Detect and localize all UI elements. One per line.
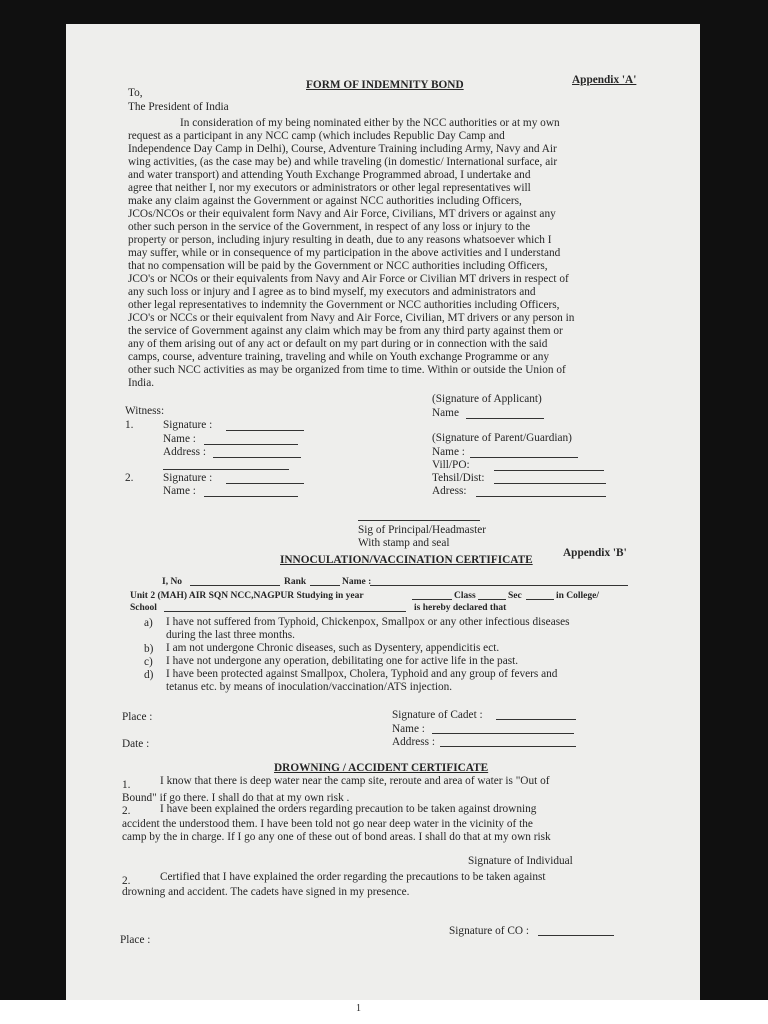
tehsil-field (494, 483, 606, 484)
body-line: property or person, including injury resulting in death, due to any reasons whatsoever which I (128, 234, 552, 246)
body-line: may suffer, while or in consequence of my participation in the above activities and I understand (128, 247, 561, 259)
cadet-address-label: Address : (392, 736, 435, 748)
drowning-place-label: Place : (120, 934, 151, 946)
sec-field (526, 599, 554, 600)
drowning-p3-text: Certified that I have explained the order regarding the precautions to be taken against (160, 871, 546, 883)
witness-label: Witness: (125, 405, 165, 417)
body-line: other such NCC activities as may be organized from time to time. Within or outside the Union of (128, 364, 566, 376)
item-a-text: I have not suffered from Typhoid, Chickenpox, Smallpox or any other infectious diseases (166, 616, 570, 628)
applicant-name-label: Name (432, 407, 459, 419)
declared-label: is hereby declared that (414, 603, 507, 613)
item-d-text: I have been protected against Smallpox, Cholera, Typhoid and any group of fevers and (166, 668, 558, 680)
document-page (66, 24, 700, 1000)
item-a-label: a) (144, 617, 153, 629)
drowning-p2-text-2: accident the understood them. I have been told not go near deep water in the vicinity of the (122, 818, 533, 830)
item-c-label: c) (144, 656, 153, 668)
i-no-label: I, No (162, 577, 183, 587)
appendix-b-label: Appendix 'B' (563, 547, 627, 559)
witness-1-signature-field (226, 430, 304, 431)
vaccination-title: INNOCULATION/VACCINATION CERTIFICATE (280, 554, 533, 566)
item-c-text: I have not undergone any operation, debilitating one for active life in the past. (166, 655, 519, 667)
drowning-p3-number: 2. (122, 875, 131, 887)
addressee: The President of India (128, 101, 229, 113)
cadet-address-field (440, 746, 576, 747)
page-number: 1 (356, 1003, 361, 1014)
drowning-p2-text: I have been explained the orders regarding precaution to be taken against drowning (160, 803, 537, 815)
witness-1-address-field-2 (163, 469, 289, 470)
adress-label: Adress: (432, 485, 467, 497)
witness-1-number: 1. (125, 419, 134, 431)
body-line: JCOs/NCOs or their equivalent form Navy and Air Force, Civilians, MT drivers or against any (128, 208, 556, 220)
drowning-p1-text: I know that there is deep water near the camp site, reroute and area of water is "Out of (160, 775, 550, 787)
adress-field (476, 496, 606, 497)
cadet-signature-field (496, 719, 576, 720)
cadet-signature-label: Signature of Cadet : (392, 709, 483, 721)
indemnity-title: FORM OF INDEMNITY BOND (306, 79, 464, 91)
body-line: the service of Government against any claim which may be from any third party against them or (128, 325, 563, 337)
class-label: Class (454, 591, 476, 601)
drowning-p1-text-2: Bound" if go there. I shall do that at my own risk . (122, 792, 350, 804)
vill-po-label: Vill/PO: (432, 459, 470, 471)
individual-signature-label: Signature of Individual (468, 855, 573, 867)
body-line: JCO's or NCCs or their equivalent from Navy and Air Force, Civilian, MT drivers or any person in (128, 312, 575, 324)
body-line: that no compensation will be paid by the Government or NCC authorities including Officers, (128, 260, 548, 272)
body-line: any of them arising out of any act or default on my part during or in connection with the said (128, 338, 548, 350)
rank-label: Rank (284, 577, 307, 587)
bottom-margin (0, 1000, 768, 1024)
drowning-p1-number: 1. (122, 779, 131, 791)
body-line: Independence Day Camp in Delhi), Course, Adventure Training including Army, Navy and Air (128, 143, 557, 155)
parent-name-field (470, 457, 578, 458)
sec-label: Sec (508, 591, 522, 601)
drowning-title: DROWNING / ACCIDENT CERTIFICATE (274, 762, 489, 774)
co-signature-field (538, 935, 614, 936)
vill-po-field (494, 470, 604, 471)
co-signature-label: Signature of CO : (449, 925, 530, 937)
item-a-text-2: during the last three months. (166, 629, 295, 641)
principal-stamp-label: With stamp and seal (358, 537, 450, 549)
body-line: In consideration of my being nominated either by the NCC authorities or at my own (180, 117, 560, 129)
applicant-name-field (466, 418, 544, 419)
tehsil-label: Tehsil/Dist: (432, 472, 485, 484)
body-line: make any claim against the Government or against NCC authorities including Officers, (128, 195, 522, 207)
unit-label: Unit 2 (MAH) AIR SQN NCC,NAGPUR Studying in year (130, 591, 364, 601)
witness-2-name-label: Name : (163, 485, 196, 497)
witness-2-signature-field (226, 483, 304, 484)
i-no-field (190, 585, 280, 586)
parent-name-label: Name : (432, 446, 465, 458)
body-line: any such loss or injury and I agree as to bind myself, my executors and administrators and (128, 286, 536, 298)
applicant-signature-label: (Signature of Applicant) (432, 393, 542, 405)
to-line: To, (128, 87, 143, 99)
indemnity-body (128, 117, 574, 390)
body-line: agree that neither I, nor my executors or administrators or other legal representatives will (128, 182, 531, 194)
cadet-name-label: Name : (392, 723, 425, 735)
witness-2-signature-label: Signature : (163, 472, 213, 484)
year-field (412, 599, 452, 600)
witness-1-name-field (204, 444, 298, 445)
cadet-name-field (370, 585, 628, 586)
drowning-p2-text-3: camp by the in charge. If I go any one of these out of bond areas. I shall do that at my own risk (122, 831, 551, 843)
body-line: JCO's or NCOs or their equivalents from Navy and Air Force or Civilian MT drivers in respect of (128, 273, 569, 285)
rank-field (310, 585, 340, 586)
item-d-label: d) (144, 669, 154, 681)
appendix-a-label: Appendix 'A' (572, 74, 637, 86)
item-b-text: I am not undergone Chronic diseases, such as Dysentery, appendicitis ect. (166, 642, 500, 654)
witness-1-name-label: Name : (163, 433, 196, 445)
cadet-name-line (432, 733, 574, 734)
drowning-p3-text-2: drowning and accident. The cadets have signed in my presence. (122, 886, 410, 898)
drowning-p2-number: 2. (122, 805, 131, 817)
witness-1-address-field (213, 457, 301, 458)
item-d-text-2: tetanus etc. by means of inoculation/vaccination/ATS injection. (166, 681, 453, 693)
principal-signature-field (358, 520, 480, 521)
witness-1-signature-label: Signature : (163, 419, 213, 431)
school-field (164, 611, 406, 612)
vaccination-date-label: Date : (122, 738, 150, 750)
school-label: School (130, 603, 157, 613)
vaccination-place-label: Place : (122, 711, 153, 723)
body-line: request as a participant in any NCC camp (which includes Republic Day Camp and (128, 130, 505, 142)
witness-1-address-label: Address : (163, 446, 206, 458)
college-label: in College/ (556, 591, 600, 601)
witness-2-name-field (204, 496, 298, 497)
body-line: other legal representatives to indemnity the Government or NCC authorities including Officers, (128, 299, 560, 311)
name-label: Name : (342, 577, 372, 587)
body-line: India. (128, 377, 155, 389)
principal-signature-label: Sig of Principal/Headmaster (358, 524, 487, 536)
body-line: and water transport) and attending Youth Exchange Programmed abroad, I undertake and (128, 169, 531, 181)
witness-2-number: 2. (125, 472, 134, 484)
class-field (478, 599, 506, 600)
parent-signature-label: (Signature of Parent/Guardian) (432, 432, 572, 444)
body-line: camps, course, adventure training, traveling and while on Youth exchange Programme or any (128, 351, 550, 363)
item-b-label: b) (144, 643, 154, 655)
body-line: other such person in the service of the Government, in respect of any loss or injury to the (128, 221, 531, 233)
body-line: wing activities, (as the case may be) and while traveling (in domestic/ International surface, air (128, 156, 558, 168)
